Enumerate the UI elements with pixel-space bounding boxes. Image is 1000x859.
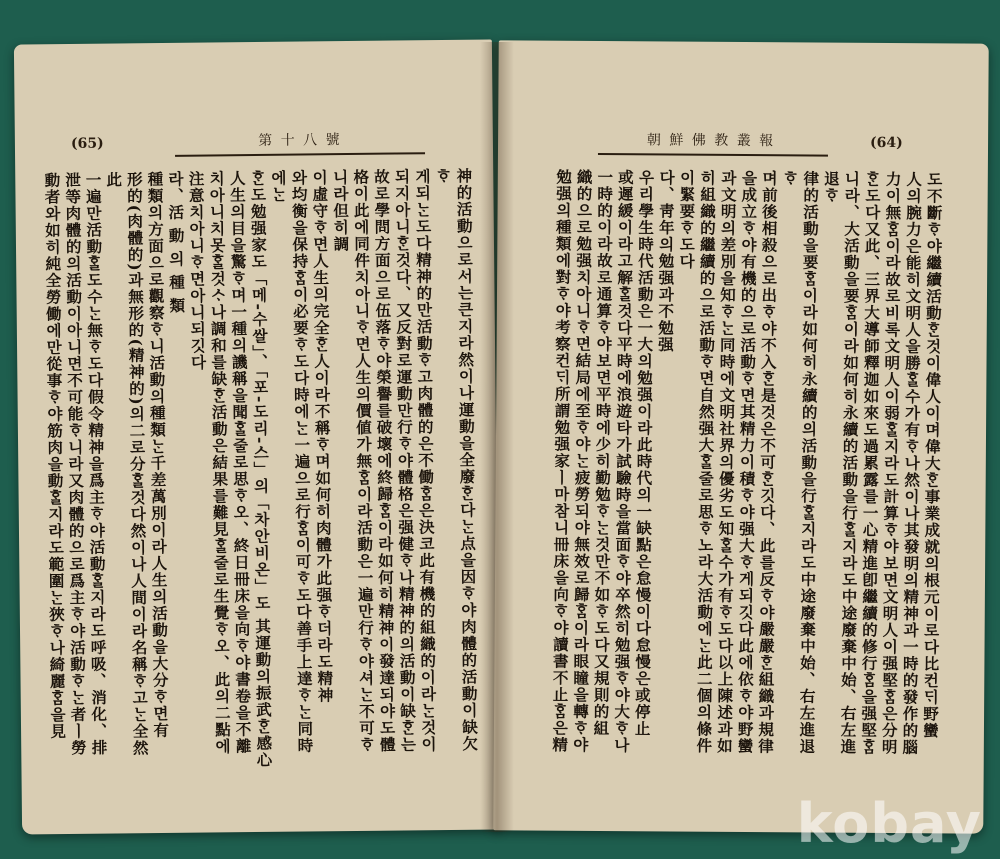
text-column: 을成立ᄒᆞ야有機的으로活動ᄒᆞ면其精力이積ᄒᆞ야强大ᄒᆞ게되깃다此에依ᄒᆞ야野蠻 xyxy=(735,169,759,755)
text-column: 神的活動으로서는큰지라然이나運動을全廢ᄒᆞᆫ다ᄂᆞᆫ点을因ᄒᆞ야肉體的活動이缺欠ᄒᆞ xyxy=(433,167,480,753)
text-column: 며前後相殺으로出ᄒᆞ야不入ᄒᆞᆫ是것은不可ᄒᆞᆫ깃다、此를反ᄒᆞ야嚴嚴ᄒᆞᆫ組織과規律 xyxy=(756,170,780,755)
right-page-text xyxy=(520,168,944,771)
text-column: 種類의方面으로觀察ᄒᆞ니活動의種類ᄂᆞᆫ千差萬別이라人生의活動을大分ᄒᆞ면有 xyxy=(145,170,171,739)
text-column: 게되ᄂᆞᆫ도다精神的만活動ᄒᆞ고肉體的은不働ᄒᆞᆷ은決코此有機的組織的이라ᄂᆞᆫ것이 xyxy=(413,168,439,753)
header-title-right: 朝 鮮 佛 教 叢 報 xyxy=(646,132,776,150)
text-column: 力이無ᄒᆞᆷ이라故로비록文明人이弱ᄒᆞᆯ지라도計算ᄒᆞ야보면文明人이强堅ᄒᆞᆷ은分明 xyxy=(879,170,903,756)
text-column: 格이此에同件치아니ᄒᆞ면人生의價値가無ᄒᆞᆷ이라活動은一遍만行ᄒᆞ야셔ᄂᆞᆫ不可ᄒᆞ니라但히調 xyxy=(330,168,377,754)
page-number-left: (65) xyxy=(70,135,104,152)
open-book xyxy=(18,42,986,842)
header-title-left: 第 十 八 號 xyxy=(258,132,342,149)
text-column: 織的으로勉强치아니ᄒᆞ면結局에至ᄒᆞ야ᄂᆞᆫ疲勞되야無效로歸ᄒᆞᆷ이라眼瞳을轉ᄒᆞ야 xyxy=(570,168,594,754)
header-rule-left xyxy=(175,152,425,157)
text-column: 히組織的繼續的으로活動ᄒᆞ면自然强大ᄒᆞᆯ줄로思ᄒᆞ노라大活動에ᄂᆞᆫ此二個의條件 xyxy=(694,169,718,755)
text-column: 치아니치못ᄒᆞᆯ것ᄉᆞ나調和를缺ᄒᆞᆫ活動은結果를難見ᄒᆞᆯ줄로生覺ᄒᆞ오、此의二點에 xyxy=(207,170,233,755)
text-column: 一遍만活動ᄒᆞᆯ도수ᄂᆞᆫ無ᄒᆞ도다假令精神을爲主ᄒᆞ야活動ᄒᆞᆯ지라도呼吸、消化、排 xyxy=(83,171,109,757)
text-column: 도不斷ᄒᆞ야繼續活動ᄒᆞᆫ것이偉人이며偉大ᄒᆞᆫ事業成就의根元이로다比컨ᄃᆡ野蠻 xyxy=(920,171,944,740)
text-column: ᄒᆞᆫ도勉强家도「메-수쌀」、「포-도리-스」의「차안비온」도 其運動의振武ᄒᆞᆫ感心 xyxy=(248,169,274,769)
text-column: 되지아니ᄒᆞᆫ것다、又反對로運動만行ᄒᆞ야體格은强健ᄒᆞ나精神的의活動이缺ᄒᆞᆫ는 xyxy=(392,168,418,754)
right-page xyxy=(493,40,989,833)
text-column: 或遲緩이라고解ᄒᆞᆯ것다平時에浪遊타가試驗時을當面ᄒᆞ야卒然히勉强ᄒᆞ야大ᄒᆞ나 xyxy=(611,169,635,754)
header-rule-right xyxy=(598,153,828,157)
text-column: 이緊要ᄒᆞ도다 xyxy=(677,169,697,270)
text-column: 注意치아니ᄒᆞ면아니되깃다 xyxy=(186,170,208,372)
text-column: 故로學問方面으로伍落ᄒᆞ야榮譽를破壞에終歸ᄒᆞᆷ이라如何히精神이發達되야도體 xyxy=(371,168,397,754)
text-column: 와均衡을保持ᄒᆞᆷ이必要ᄒᆞ도다時에ᄂᆞᆫ一遍으로行ᄒᆞᆷ이可ᄒᆞ도다善手上達ᄒᆞᄂᆞᆫ同時에ᄂᆞᆫ xyxy=(268,169,315,755)
text-column: 勉强의種類에對ᄒᆞ야考察컨ᄃᆡ所謂勉强家ㅣ마참니冊床을向ᄒᆞ야讀書不止ᄒᆞᆷ은精 xyxy=(550,168,574,754)
text-column: 우리學生時代活動은一大의勉强이라此時代의一缺點은怠慢이다怠慢은或停止 xyxy=(632,169,656,738)
text-column: 形的(肉體的)과無形的(精神的)의二로分ᄒᆞᆯ것다然이나人間이라名稱ᄒᆞ고ᄂᆞᆫ全然此 xyxy=(104,171,150,757)
text-column: 一時的이라故로通算ᄒᆞ야보면平時에少히勤勉ᄒᆞᄂᆞᆫ것만不如ᄒᆞ도다又規則的組 xyxy=(591,168,615,737)
text-column: 人生의目을驚ᄒᆞ며一種의譏稱을聞ᄒᆞᆯ줄로思ᄒᆞ오、終日冊床을向ᄒᆞ야書卷을不離 xyxy=(227,170,253,755)
text-column: 니라、大活動을要ᄒᆞᆷ이라如何히永續的活動을行ᄒᆞᆯ지라도中途廢棄中始、右左進退ᄒᆞ xyxy=(821,170,862,756)
text-column: 人의腕力은能히文明人을勝ᄒᆞᆯ수가有ᄒᆞ나然이나其發明의精神과一時的發作的腦 xyxy=(900,171,924,756)
text-column: 律的活動을要ᄒᆞᆷ이라如何히永續的의活動을行ᄒᆞᆯ지라도中途廢棄中始、右左進退ᄒᆞ xyxy=(780,170,821,756)
watermark-logo: kobay xyxy=(796,792,982,855)
text-column: 動者와如히純全勞働에만從事ᄒᆞ야筋肉을動ᄒᆞᆯ지라도範圍ᄂᆞᆫ狹ᄒᆞ나綺麗ᄒᆞᆷ을見 xyxy=(42,172,68,741)
text-column: 다、靑年의勉强과不勉强 xyxy=(655,169,677,354)
text-column: 과文明의差別을知ᄒᆞᄂᆞᆫ同時에文明社界의優劣도知ᄒᆞᆯ수가有ᄒᆞ도다以上陳述과如 xyxy=(714,169,738,755)
text-column: 이虛守ᄒᆞ면人生의完全ᄒᆞᆫ人이라不稱ᄒᆞ며如何히肉體가此强ᄒᆞ더라도精神 xyxy=(310,169,335,704)
book-gutter xyxy=(480,42,514,832)
text-column: 라、活 動 의 種 類 xyxy=(165,170,187,315)
text-column: ᄒᆞᆫ도다又此、三界大導師釋迦如來도過累露를一心精進卽繼續的修行ᄒᆞᆷ을强堅ᄒᆞᆷ xyxy=(858,170,883,756)
text-column: 泄等肉體的의活動이아니면不可能ᄒᆞ니라又肉體的으로爲主ᄒᆞ야活動ᄒᆞᄂᆞᆫ者ㅣ勞 xyxy=(62,171,89,757)
left-page-text xyxy=(42,167,480,772)
left-page xyxy=(14,40,500,835)
page-number-right: (64) xyxy=(870,134,903,152)
